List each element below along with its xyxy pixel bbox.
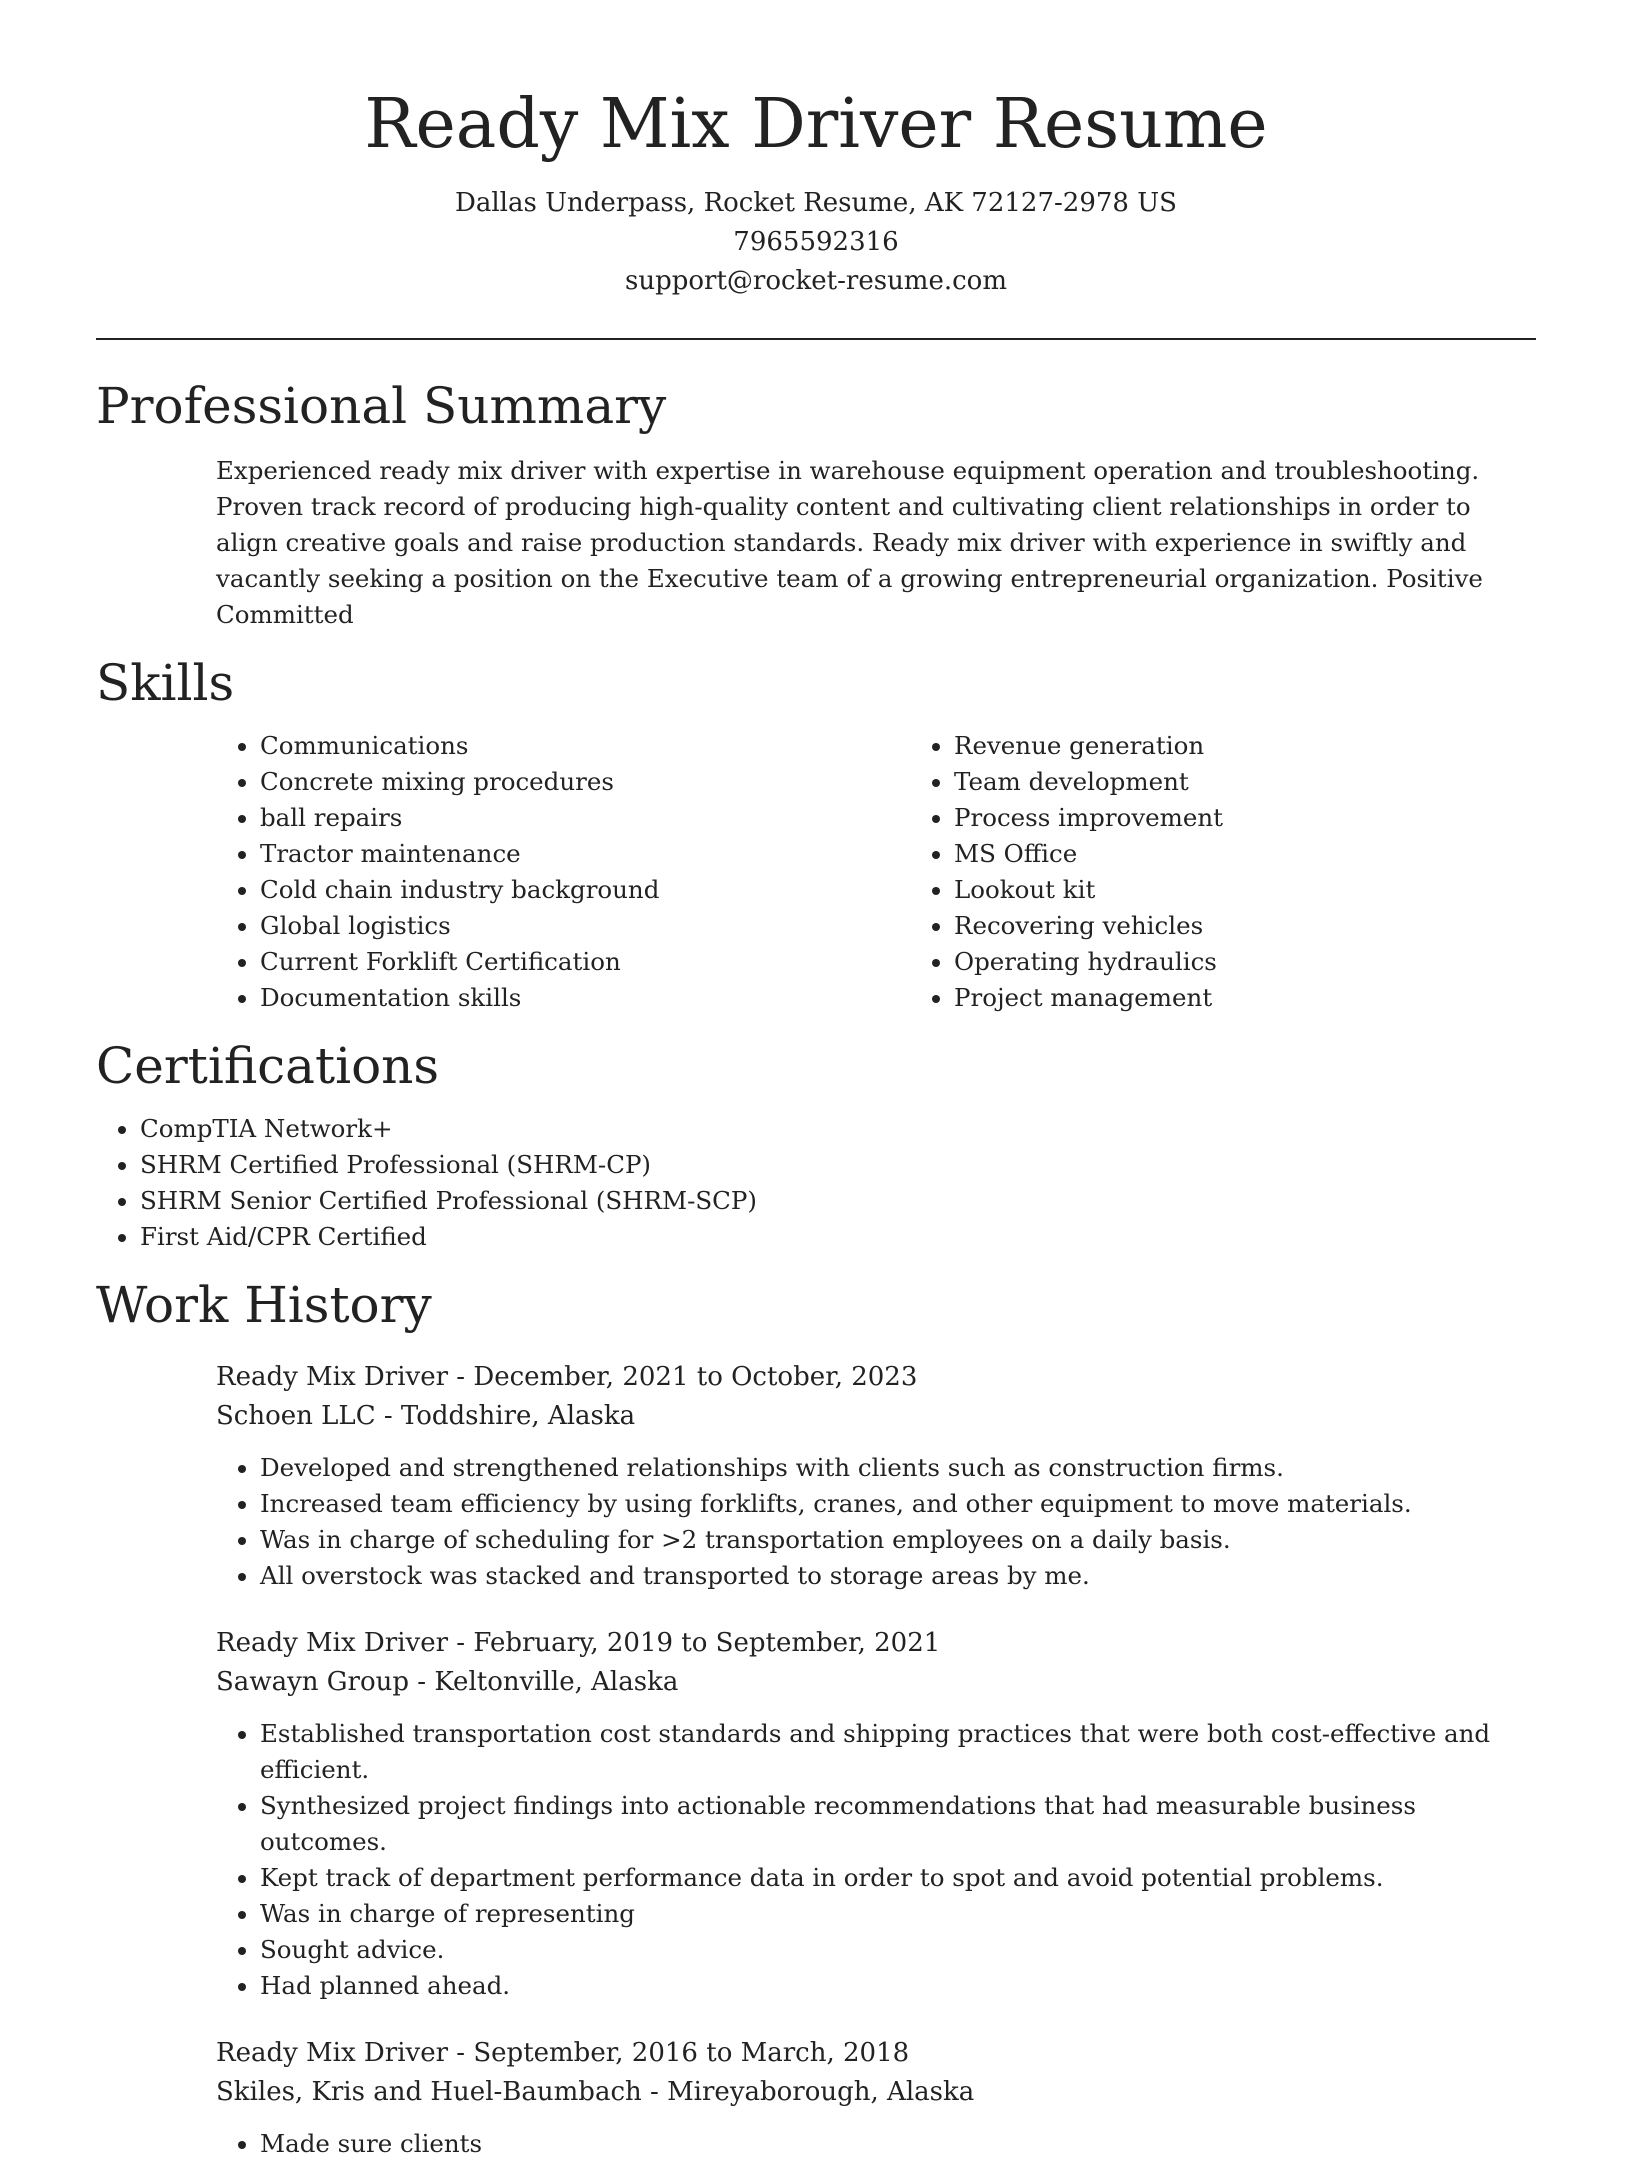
list-item: • Increased team efficiency by using forklifts, cranes, and other equipment to move materials. bbox=[260, 1486, 1536, 1522]
list-item: • Cold chain industry background bbox=[260, 872, 910, 908]
list-item: • Made sure clients bbox=[260, 2126, 1536, 2162]
skills-columns bbox=[216, 716, 1536, 1016]
list-item: • Was in charge of scheduling for >2 transportation employees on a daily basis. bbox=[260, 1522, 1536, 1558]
job-role: Ready Mix Driver bbox=[216, 2037, 449, 2068]
list-item: • Had planned ahead. bbox=[260, 1968, 1536, 2004]
job-company: Schoen LLC bbox=[216, 1400, 376, 1431]
job-entry bbox=[216, 1624, 1536, 2004]
skills-section bbox=[96, 651, 1536, 1016]
certifications-list bbox=[96, 1111, 1536, 1255]
job-title-line bbox=[216, 1624, 1536, 1663]
list-item: • Concrete mixing procedures bbox=[260, 764, 910, 800]
job-location: - Keltonville, Alaska bbox=[409, 1666, 679, 1697]
list-item: • Sought advice. bbox=[260, 1932, 1536, 1968]
list-item: • SHRM Senior Certified Professional (SHRM-SCP) bbox=[140, 1183, 1536, 1219]
list-item: • Kept track of department performance data in order to spot and avoid potential problems. bbox=[260, 1860, 1536, 1896]
list-item: • MS Office bbox=[954, 836, 1604, 872]
job-title-line bbox=[216, 1358, 1536, 1397]
job-title-line bbox=[216, 2034, 1536, 2073]
resume-header bbox=[96, 0, 1536, 301]
job-company-line bbox=[216, 1397, 1536, 1436]
list-item: • Team development bbox=[954, 764, 1604, 800]
job-role: Ready Mix Driver bbox=[216, 1627, 449, 1658]
list-item: • First Aid/CPR Certified bbox=[140, 1219, 1536, 1255]
list-item: • Developed and strengthened relationships with clients such as construction firms. bbox=[260, 1450, 1536, 1486]
list-item: • Established transportation cost standards and shipping practices that were both cost-effective and efficient. bbox=[260, 1716, 1536, 1788]
contact-address: Dallas Underpass, Rocket Resume, AK 72127-2978 US bbox=[455, 187, 1177, 218]
job-company: Sawayn Group bbox=[216, 1666, 410, 1697]
job-company-line bbox=[216, 1663, 1536, 1702]
resume-title: Ready Mix Driver Resume bbox=[364, 85, 1268, 164]
certifications-section bbox=[96, 1034, 1536, 1255]
list-item: • Lookout kit bbox=[954, 872, 1604, 908]
summary-heading: Professional Summary bbox=[96, 376, 667, 435]
list-item: • All overstock was stacked and transported to storage areas by me. bbox=[260, 1558, 1536, 1594]
skills-list-right bbox=[910, 728, 1604, 1016]
job-bullets bbox=[216, 1716, 1536, 2004]
work-history-section bbox=[96, 1273, 1536, 2162]
job-location: - Mireyaborough, Alaska bbox=[641, 2076, 975, 2107]
job-dates: - September, 2016 to March, 2018 bbox=[448, 2037, 910, 2068]
job-bullets bbox=[216, 1450, 1536, 1594]
list-item: • Global logistics bbox=[260, 908, 910, 944]
contact-phone: 7965592316 bbox=[733, 226, 899, 257]
list-item: • Operating hydraulics bbox=[954, 944, 1604, 980]
list-item: • Process improvement bbox=[954, 800, 1604, 836]
list-item: • Documentation skills bbox=[260, 980, 910, 1016]
job-company-line bbox=[216, 2073, 1536, 2112]
job-dates: - February, 2019 to September, 2021 bbox=[448, 1627, 941, 1658]
list-item: • Was in charge of representing bbox=[260, 1896, 1536, 1932]
list-item: • ball repairs bbox=[260, 800, 910, 836]
list-item: • Recovering vehicles bbox=[954, 908, 1604, 944]
list-item: • Tractor maintenance bbox=[260, 836, 910, 872]
list-item: • Communications bbox=[260, 728, 910, 764]
summary-section bbox=[96, 374, 1536, 633]
skills-heading: Skills bbox=[96, 653, 235, 712]
skills-list-left bbox=[216, 728, 910, 1016]
list-item: • CompTIA Network+ bbox=[140, 1111, 1536, 1147]
list-item: • Revenue generation bbox=[954, 728, 1604, 764]
job-dates: - December, 2021 to October, 2023 bbox=[448, 1361, 918, 1392]
job-location: - Toddshire, Alaska bbox=[375, 1400, 636, 1431]
list-item: • Project management bbox=[954, 980, 1604, 1016]
job-company: Skiles, Kris and Huel-Baumbach bbox=[216, 2076, 642, 2107]
work-history-heading: Work History bbox=[96, 1275, 432, 1334]
job-role: Ready Mix Driver bbox=[216, 1361, 449, 1392]
list-item: • Current Forklift Certification bbox=[260, 944, 910, 980]
summary-text: Experienced ready mix driver with expertise in warehouse equipment operation and troubleshooting. Proven track record of producing high-quality content and cultivating client relationships in order to align creative goals and raise production standards. Ready mix driver with experience in swiftly and vacantly seeking a position on the Executive team of a growing entrepreneurial organization. Positive Committed bbox=[216, 455, 1483, 629]
list-item: • SHRM Certified Professional (SHRM-CP) bbox=[140, 1147, 1536, 1183]
header-divider bbox=[96, 338, 1536, 340]
certifications-heading: Certifications bbox=[96, 1036, 440, 1095]
job-bullets bbox=[216, 2126, 1536, 2162]
job-entry bbox=[216, 1358, 1536, 1594]
contact-email: support@rocket-resume.com bbox=[624, 265, 1007, 296]
job-entry bbox=[216, 2034, 1536, 2162]
list-item: • Synthesized project findings into actionable recommendations that had measurable business outcomes. bbox=[260, 1788, 1536, 1860]
